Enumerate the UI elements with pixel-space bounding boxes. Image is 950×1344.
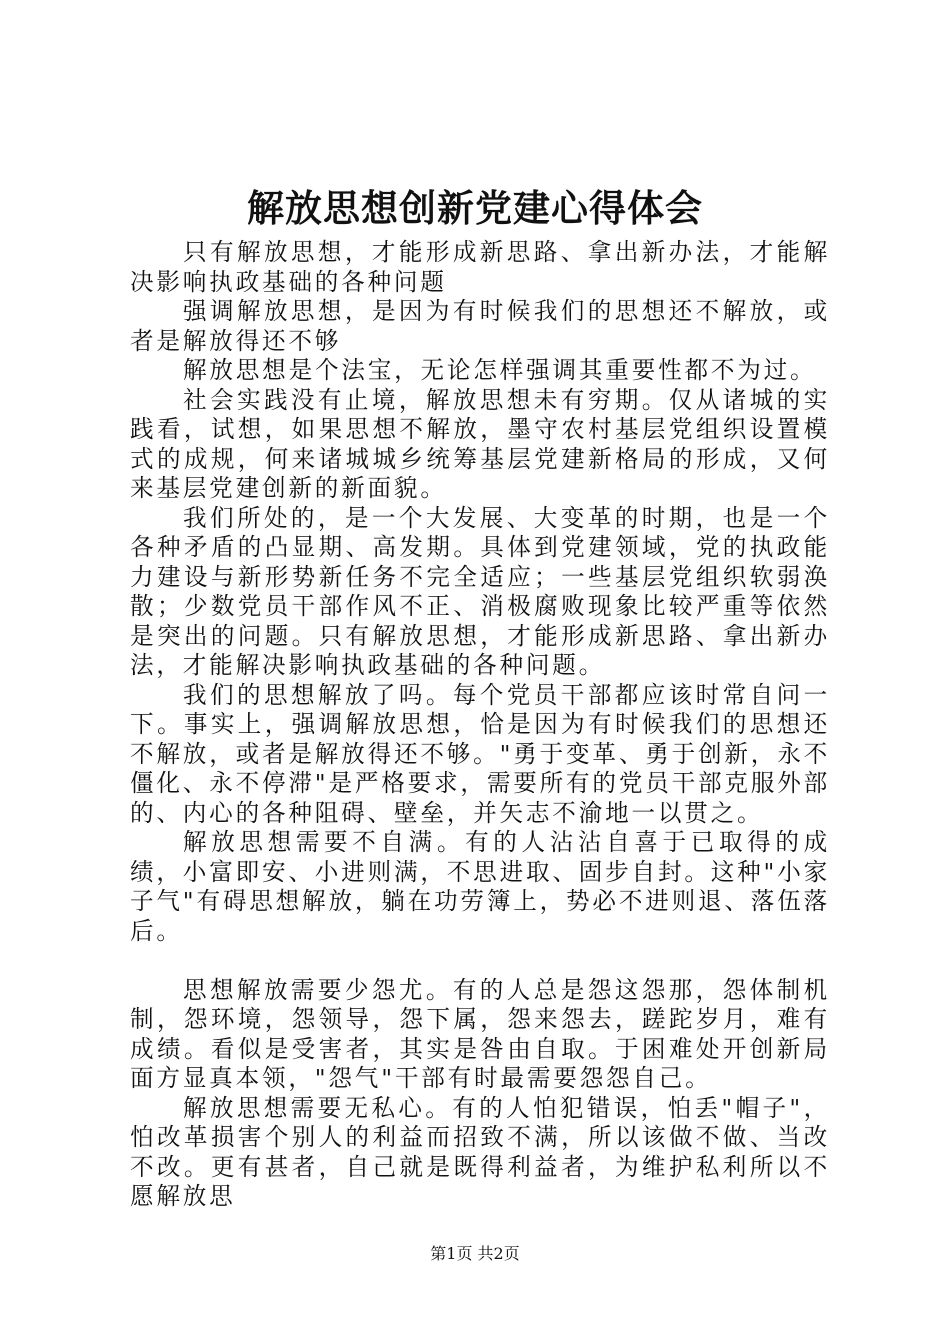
paragraph: 解放思想是个法宝，无论怎样强调其重要性都不为过。	[183, 356, 817, 384]
document-title: 解放思想创新党建心得体会	[247, 186, 703, 230]
paragraph: 我们的思想解放了吗。每个党员干部都应该时常自问一下。事实上，强调解放思想，恰是因为有时候我们的思想还不解放，或者是解放得还不够。"勇于变革、勇于创新，永不僵化、永不停滞"是严格要求，需要所有的党员干部克服外部的、内心的各种阻碍、壁垒，并矢志不渝地一以贯之。	[130, 680, 830, 827]
paragraph: 我们所处的，是一个大发展、大变革的时期，也是一个各种矛盾的凸显期、高发期。具体到党建领域，党的执政能力建设与新形势新任务不完全适应；一些基层党组织软弱涣散；少数党员干部作风不正、消极腐败现象比较严重等依然是突出的问题。只有解放思想，才能形成新思路、拿出新办法，才能解决影响执政基础的各种问题。	[130, 503, 830, 679]
page-number: 第1页 共2页	[430, 1244, 520, 1263]
paragraph: 社会实践没有止境，解放思想未有穷期。仅从诸城的实践看，试想，如果思想不解放，墨守农村基层党组织设置模式的成规，何来诸城城乡统筹基层党建新格局的形成，又何来基层党建创新的新面貌。	[130, 385, 830, 502]
paragraph: 强调解放思想，是因为有时候我们的思想还不解放，或者是解放得还不够	[130, 297, 830, 355]
document-body	[130, 238, 830, 1212]
paragraph: 解放思想需要不自满。有的人沾沾自喜于已取得的成绩，小富即安、小进则满，不思进取、固步自封。这种"小家子气"有碍思想解放，躺在功劳簿上，势必不进则退、落伍落后。	[130, 828, 830, 945]
paragraph: 思想解放需要少怨尤。有的人总是怨这怨那，怨体制机制，怨环境，怨领导，怨下属，怨来怨去，蹉跎岁月，难有成绩。看似是受害者，其实是咎由自取。于困难处开创新局面方显真本领，"怨气"干部有时最需要怨怨自己。	[130, 975, 830, 1092]
paragraph: 只有解放思想，才能形成新思路、拿出新办法，才能解决影响执政基础的各种问题	[130, 238, 830, 296]
paragraph: 解放思想需要无私心。有的人怕犯错误，怕丢"帽子"，怕改革损害个别人的利益而招致不满，所以该做不做、当改不改。更有甚者，自己就是既得利益者，为维护私利所以不愿解放思	[130, 1093, 830, 1210]
